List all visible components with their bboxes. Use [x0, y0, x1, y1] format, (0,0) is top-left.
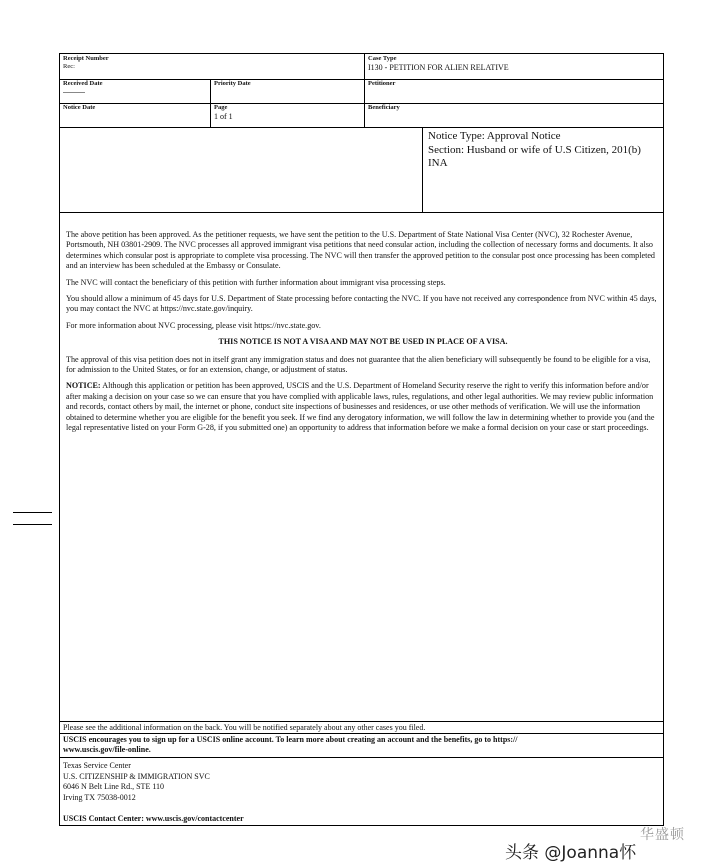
notice-date-label: Notice Date [63, 104, 96, 111]
page-value: 1 of 1 [214, 112, 233, 121]
receipt-value: Rec: [63, 63, 75, 70]
redacted-mark [63, 92, 85, 93]
header-row-3 [60, 103, 663, 128]
paragraph-status-disclaimer: The approval of this visa petition does not in itself grant any immigration status and does not guarantee that the alien beneficiary will subsequently be found to be eligible for a visa, for admission to the United States, or for an extension, change, or adjustment of status. [66, 354, 651, 375]
petitioner-cell [365, 79, 663, 103]
beneficiary-label: Beneficiary [368, 104, 400, 111]
paragraph-nvc-transfer: The above petition has been approved. As the petitioner requests, we have sent the petition to the U.S. Department of State National Visa Center (NVC), 32 Rochester Avenue, Portsmouth, NH 03801-2909. The NVC processes all approved immigrant visa petitions that need consular action, including the collection of necessary forms and documents. It also determines which consular post is appropriate to complete visa processing. The NVC will then transfer the approved petition to the consular post once processing has been completed and an interview has been scheduled at the Embassy or Consulate. [66, 230, 655, 271]
petitioner-label: Petitioner [368, 80, 396, 87]
paragraph-processing-time: You should allow a minimum of 45 days for U.S. Department of State processing before contacting the NVC. If you have not received any correspondence from NVC within 45 days, you may contact the NVC at https://nvc.state.gov/inquiry. [66, 294, 657, 314]
notice-label: NOTICE: [66, 381, 101, 391]
header-row-1 [60, 54, 663, 80]
address-line-3: 6046 N Belt Line Rd., STE 110 [63, 782, 165, 791]
margin-mark-1 [13, 512, 52, 513]
notice-type-label: Notice Type: [428, 130, 485, 142]
contact-center-line[interactable]: USCIS Contact Center: www.uscis.gov/contactcenter [63, 814, 244, 823]
stamp-watermark: 华盛顿 [640, 827, 685, 843]
paragraph-nvc-contact: The NVC will contact the beneficiary of this petition with further information about immigrant visa processing steps. [66, 277, 446, 287]
online-account-line-1: USCIS encourages you to sign up for a USCIS online account. To learn more about creating an account and the benefits, go to https:// [63, 735, 518, 744]
received-date-cell [60, 79, 211, 103]
notice-body [66, 230, 660, 440]
page-label: Page [214, 104, 228, 111]
address-line-2: U.S. CITIZENSHIP & IMMIGRATION SVC [63, 771, 210, 781]
online-account-line-2[interactable]: www.uscis.gov/file-online. [63, 745, 151, 754]
paragraph-notice [66, 381, 660, 433]
additional-info-line: Please see the additional information on the back. You will be notified separately about any other cases you filed. [60, 721, 663, 734]
case-type-cell [365, 54, 663, 79]
source-watermark: 头条 @Joanna怀 [505, 843, 637, 863]
notice-type-value: Approval Notice [486, 130, 561, 142]
notice-type-box [422, 127, 664, 213]
page-cell [211, 103, 365, 127]
notice-type-line [428, 130, 659, 144]
received-date-label: Received Date [63, 80, 103, 87]
priority-date-label: Priority Date [214, 80, 251, 87]
case-type-label: Case Type [368, 55, 397, 62]
address-line-1: Texas Service Center [63, 761, 131, 770]
section-line-2: INA [428, 157, 448, 169]
service-center-address [60, 757, 663, 806]
address-block-divider [60, 212, 422, 213]
online-account-block [60, 733, 663, 756]
margin-mark-2 [13, 524, 52, 525]
address-line-4: Irving TX 75038-0012 [63, 792, 136, 802]
notice-date-cell [60, 103, 211, 127]
not-a-visa-warning: THIS NOTICE IS NOT A VISA AND MAY NOT BE USED IN PLACE OF A VISA. [218, 337, 508, 347]
case-type-value: I130 - PETITION FOR ALIEN RELATIVE [368, 63, 509, 72]
header-row-2 [60, 79, 663, 104]
section-line-1: Section: Husband or wife of U.S Citizen, 201(b) [428, 143, 641, 156]
paragraph-more-info: For more information about NVC processing, please visit https://nvc.state.gov. [66, 320, 321, 330]
notice-document [59, 53, 664, 826]
priority-date-cell [211, 79, 365, 103]
beneficiary-cell [365, 103, 663, 127]
receipt-label: Receipt Number [63, 55, 109, 62]
receipt-cell [60, 54, 365, 79]
notice-text: Although this application or petition has been approved, USCIS and the U.S. Department of Homeland Security reserve the right to verify this information before and/or after making a decision on your case so we can ensure that you have complied with applicable laws, rules, regulations, and other legal authorities. We may review public information and records, contact others by mail, the internet or phone, conduct site inspections of businesses and residences, or use other methods of verification. We will use the information obtained to determine whether you are eligible for the benefit you seek. If we find any derogatory information, we will follow the law in determining whether to provide you (and the legal representative listed on your Form G-28, if you submitted one) an opportunity to address that information before we make a formal decision on your case or start proceedings. [66, 381, 655, 433]
